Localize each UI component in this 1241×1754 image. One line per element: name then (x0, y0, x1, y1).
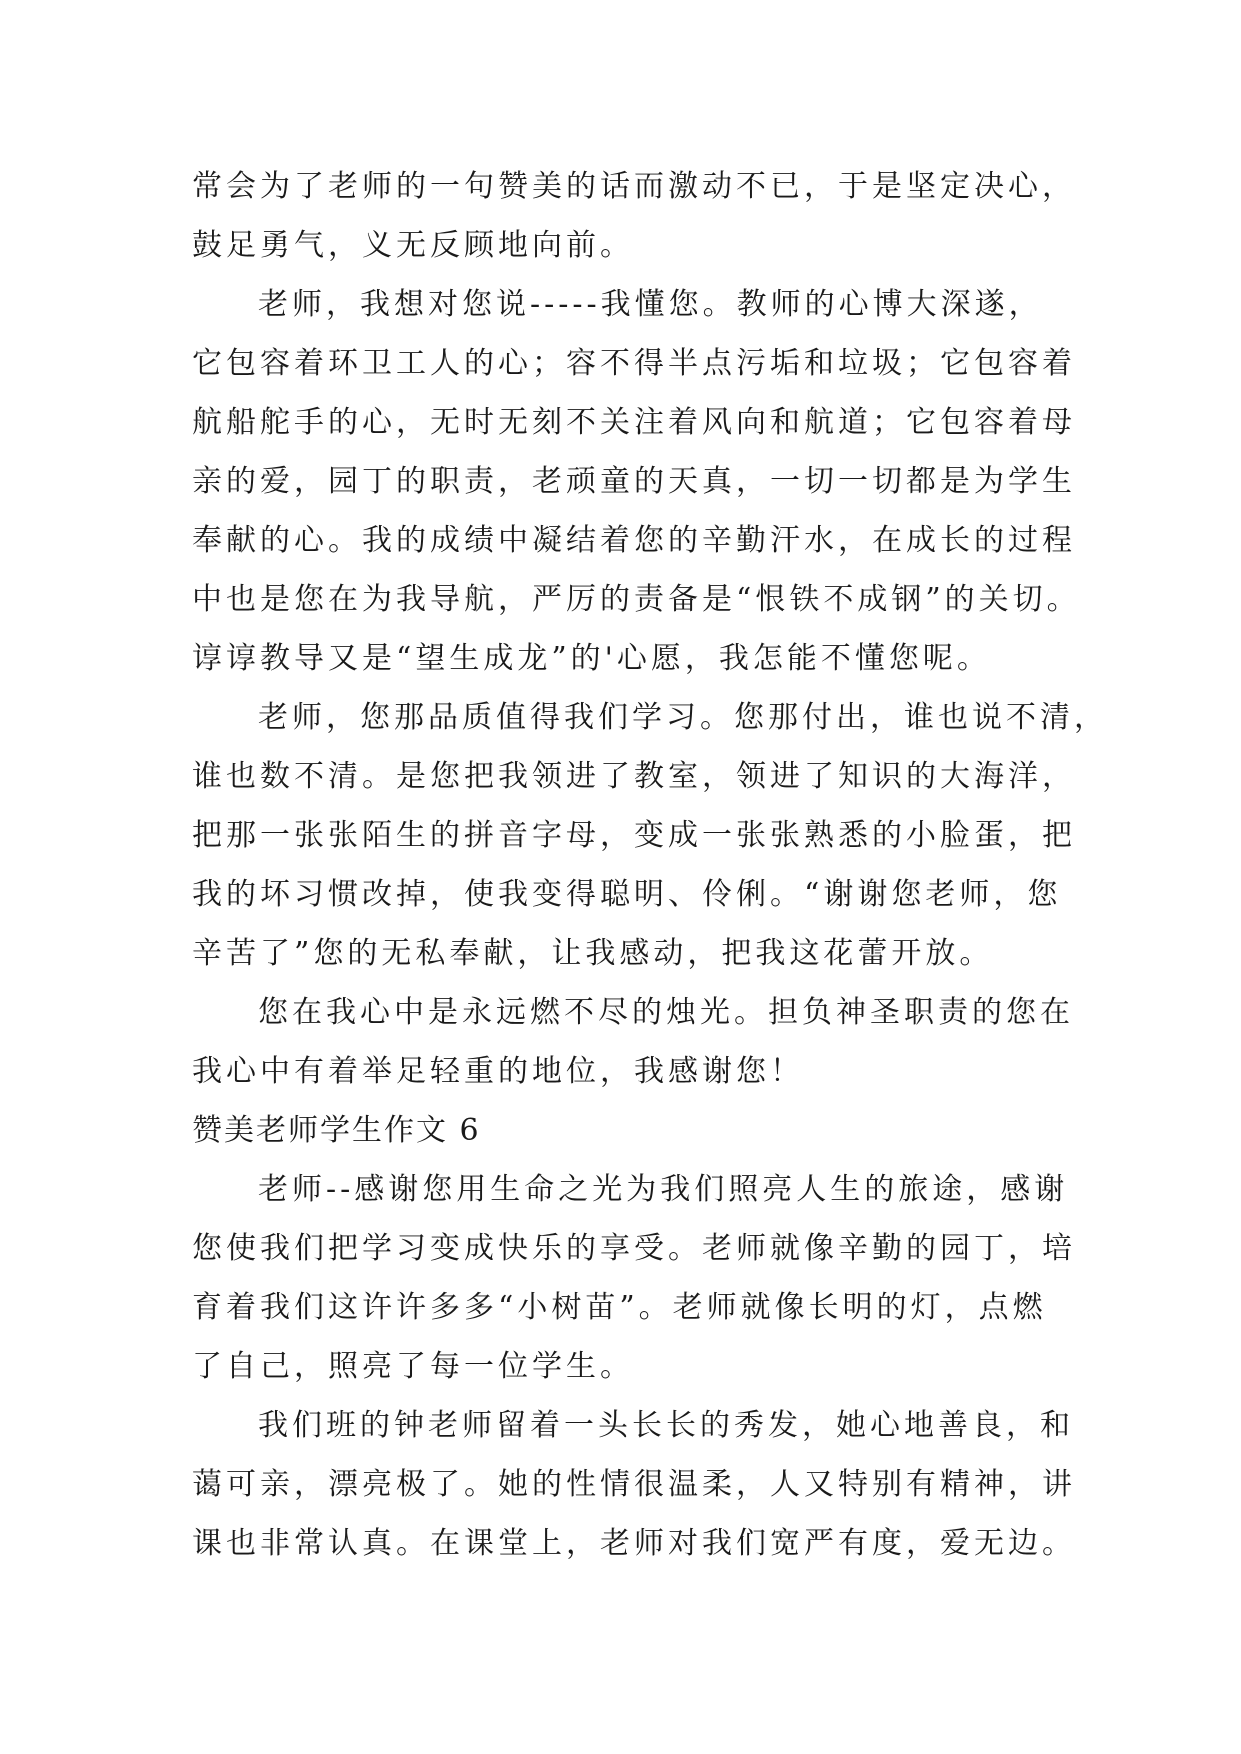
text-line: 亲的爱，园丁的职责，老顽童的天真，一切一切都是为学生 (192, 464, 1076, 499)
text-line: 它包容着环卫工人的心；容不得半点污垢和垃圾；它包容着 (192, 346, 1076, 381)
text-line: 了自己，照亮了每一位学生。 (192, 1349, 634, 1384)
text-line: 航船舵手的心，无时无刻不关注着风向和航道；它包容着母 (192, 405, 1076, 440)
paragraph-start-line: 您在我心中是永远燃不尽的烛光。担负神圣职责的您在 (258, 995, 1074, 1030)
text-line: 您使我们把学习变成快乐的享受。老师就像辛勤的园丁，培 (192, 1231, 1076, 1266)
text-line: 常会为了老师的一句赞美的话而激动不已，于是坚定决心， (192, 169, 1076, 204)
text-line: 中也是您在为我导航，严厉的责备是“恨铁不成钢”的关切。 (192, 582, 1081, 617)
text-line: 辛苦了”您的无私奉献，让我感动，把我这花蕾开放。 (192, 936, 994, 971)
paragraph-start-line: 老师--感谢您用生命之光为我们照亮人生的旅途，感谢 (258, 1172, 1069, 1207)
paragraph-start-line: 老师，我想对您说-----我懂您。教师的心博大深遂， (258, 287, 1043, 322)
text-line: 把那一张张陌生的拼音字母，变成一张张熟悉的小脸蛋，把 (192, 818, 1076, 853)
text-line: 蔼可亲，漂亮极了。她的性情很温柔，人又特别有精神，讲 (192, 1467, 1076, 1502)
paragraph-start-line: 老师，您那品质值得我们学习。您那付出，谁也说不清， (258, 700, 1108, 735)
paragraph-start-line: 我们班的钟老师留着一头长长的秀发，她心地善良，和 (258, 1408, 1074, 1443)
section-heading: 赞美老师学生作文 6 (192, 1113, 481, 1148)
text-line: 谆谆教导又是“望生成龙”的'心愿，我怎能不懂您呢。 (192, 641, 991, 676)
text-line: 奉献的心。我的成绩中凝结着您的辛勤汗水，在成长的过程 (192, 523, 1076, 558)
document-body (192, 157, 1108, 1573)
text-line: 谁也数不清。是您把我领进了教室，领进了知识的大海洋， (192, 759, 1076, 794)
text-line: 育着我们这许许多多“小树苗”。老师就像长明的灯，点燃 (192, 1290, 1047, 1325)
text-line: 我心中有着举足轻重的地位，我感谢您！ (192, 1054, 804, 1089)
text-line: 我的坏习惯改掉，使我变得聪明、伶俐。“谢谢您老师，您 (192, 877, 1062, 912)
text-line: 课也非常认真。在课堂上，老师对我们宽严有度，爱无边。 (192, 1526, 1076, 1561)
text-line: 鼓足勇气，义无反顾地向前。 (192, 228, 634, 263)
